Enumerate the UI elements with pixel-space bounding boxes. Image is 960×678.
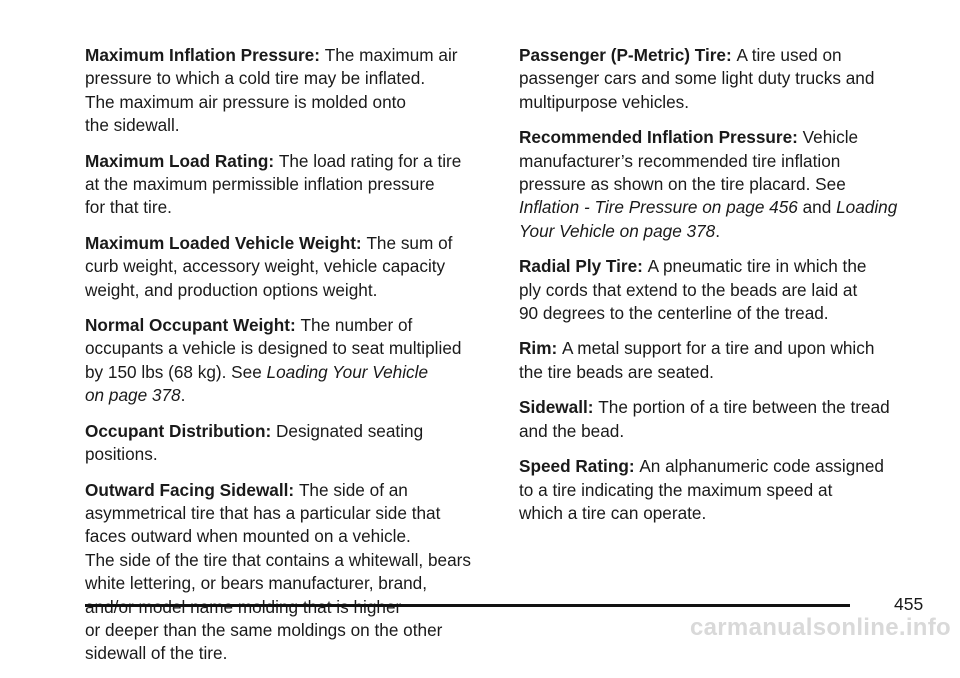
definition-line: The side of the tire that contains a whitewall, bears: [85, 549, 471, 570]
footer-rule: [85, 604, 850, 607]
definition-line: ply cords that extend to the beads are laid at: [519, 279, 858, 300]
definition-line: A tire used on: [736, 45, 842, 65]
glossary-term: Maximum Load Rating:: [85, 150, 275, 171]
glossary-term: Recommended Inflation Pressure:: [519, 127, 798, 148]
conjunction: and: [802, 197, 832, 218]
definition-line: Vehicle: [802, 127, 859, 148]
cross-reference-link[interactable]: Inflation - Tire Pressure on page 456: [519, 197, 798, 218]
definition-line: The portion of a tire between the tread: [598, 397, 890, 418]
definition-line: or deeper than the same moldings on the other: [85, 619, 443, 640]
glossary-term: Normal Occupant Weight:: [85, 315, 296, 336]
definition-line: positions.: [85, 444, 158, 465]
definition-line: the tire beads are seated.: [519, 361, 714, 382]
punctuation: .: [715, 220, 721, 241]
definition-line: for that tire.: [85, 197, 172, 218]
definition-line: The sum of: [366, 232, 453, 253]
definition-line: the sidewall.: [85, 115, 180, 136]
definition-line: faces outward when mounted on a vehicle.: [85, 526, 411, 547]
glossary-entry-passenger-p-metric-tire: [519, 44, 934, 114]
definition-line: The side of an: [298, 479, 408, 500]
page-number: 455: [894, 594, 924, 614]
definition-line: to a tire indicating the maximum speed at: [519, 479, 833, 500]
glossary-term: Outward Facing Sidewall:: [85, 479, 295, 500]
left-column: [85, 44, 500, 678]
cross-reference-link[interactable]: Loading Your Vehicle: [266, 361, 429, 382]
glossary-entry-occupant-distribution: [85, 420, 500, 467]
definition-line: An alphanumeric code assigned: [639, 456, 884, 477]
definition-line: weight, and production options weight.: [85, 279, 378, 300]
glossary-term: Radial Ply Tire:: [519, 256, 643, 277]
glossary-entry-speed-rating: [519, 455, 934, 525]
right-column: [519, 44, 934, 537]
definition-line: white lettering, or bears manufacturer, brand,: [85, 573, 428, 594]
punctuation: .: [180, 385, 186, 406]
watermark: carmanualsonline.info: [690, 614, 952, 641]
definition-line: Designated seating: [275, 420, 424, 441]
definition-line: The maximum air: [324, 45, 458, 65]
glossary-term: Maximum Loaded Vehicle Weight:: [85, 232, 362, 253]
cross-reference-link[interactable]: on page 378: [85, 385, 181, 406]
glossary-entry-outward-facing-sidewall: [85, 479, 500, 666]
definition-line: which a tire can operate.: [519, 502, 707, 523]
definition-line: occupants a vehicle is designed to seat multiplied: [85, 338, 462, 359]
definition-line: pressure as shown on the tire placard. See: [519, 174, 846, 195]
glossary-term: Passenger (P-Metric) Tire:: [519, 45, 732, 65]
cross-reference-link[interactable]: Your Vehicle on page 378: [519, 220, 716, 241]
definition-line: passenger cars and some light duty trucks and: [519, 68, 875, 89]
definition-line: manufacturer’s recommended tire inflation: [519, 150, 841, 171]
definition-line: multipurpose vehicles.: [519, 91, 690, 112]
glossary-entry-rim: [519, 337, 934, 384]
definition-line: curb weight, accessory weight, vehicle capacity: [85, 256, 446, 277]
glossary-entry-recommended-inflation-pressure: [519, 126, 934, 243]
glossary-term: Occupant Distribution:: [85, 420, 272, 441]
glossary-entry-maximum-load-rating: [85, 150, 500, 220]
definition-line: sidewall of the tire.: [85, 643, 228, 664]
glossary-entry-maximum-loaded-vehicle-weight: [85, 232, 500, 302]
definition-line: The load rating for a tire: [278, 150, 462, 171]
definition-line: The number of: [300, 315, 413, 336]
definition-line: at the maximum permissible inflation pressure: [85, 174, 435, 195]
glossary-entry-radial-ply-tire: [519, 255, 934, 325]
cross-reference-link[interactable]: Loading: [836, 197, 898, 218]
glossary-term: Speed Rating:: [519, 456, 635, 477]
definition-line: 90 degrees to the centerline of the tread.: [519, 303, 829, 324]
glossary-entry-normal-occupant-weight: [85, 314, 500, 408]
glossary-entry-sidewall: [519, 396, 934, 443]
definition-line: and the bead.: [519, 420, 625, 441]
glossary-term: Maximum Inflation Pressure:: [85, 45, 320, 65]
glossary-term: Sidewall:: [519, 397, 594, 418]
definition-line: by 150 lbs (68 kg). See: [85, 361, 267, 382]
definition-line: asymmetrical tire that has a particular side that: [85, 502, 441, 523]
glossary-term: Rim:: [519, 338, 558, 359]
definition-line: A pneumatic tire in which the: [647, 256, 867, 277]
definition-line: The maximum air pressure is molded onto: [85, 91, 406, 112]
definition-line: pressure to which a cold tire may be inflated.: [85, 68, 426, 89]
definition-line: A metal support for a tire and upon which: [561, 338, 875, 359]
glossary-entry-maximum-inflation-pressure: [85, 44, 500, 138]
